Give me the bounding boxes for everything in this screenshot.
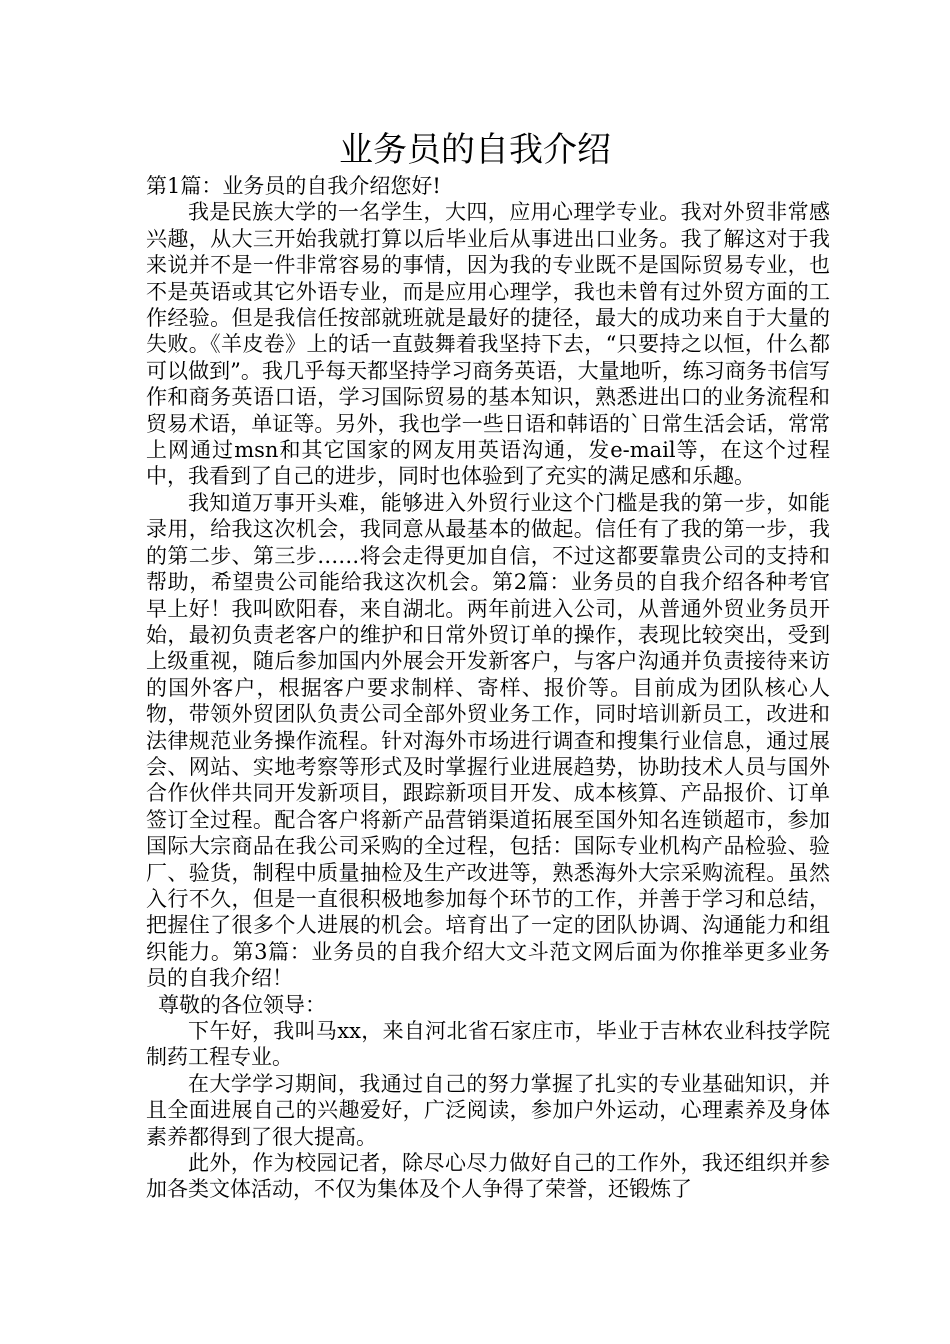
paragraph: 我是民族大学的一名学生，大四，应用心理学专业。我对外贸非常感兴趣，从大三开始我就打算以后毕业后从事进出口业务。我了解这对于我来说并不是一件非常容易的事情，因为我的专业既不是国际贸易专业，也不是英语或其它外语专业，而是应用心理学，我也未曾有过外贸方面的工作经验。但是我信任按部就班就是最好的捷径，最大的成功来自于大量的失败。《羊皮卷》上的话一直鼓舞着我坚持下去，“只要持之以恒，什么都可以做到”。我几乎每天都坚持学习商务英语，大量地听，练习商务书信写作和商务英语口语，学习国际贸易的基本知识，熟悉进出口的业务流程和贸易术语，单证等。另外，我也学一些日语和韩语的`日常生活会话，常常上网通过msn和其它国家的网友用英语沟通，发e-mail等，在这个过程中，我看到了自己的进步，同时也体验到了充实的满足感和乐趣。 bbox=[146, 200, 830, 489]
document-body bbox=[146, 173, 830, 1203]
paragraph: 我知道万事开头难，能够进入外贸行业这个门槛是我的第一步，如能录用，给我这次机会，我同意从最基本的做起。信任有了我的第一步，我的第二步、第三步……将会走得更加自信，不过这都要靠贵公司的支持和帮助，希望贵公司能给我这次机会。第2篇：业务员的自我介绍各种考官早上好！我叫欧阳春，来自湖北。两年前进入公司，从普通外贸业务员开始，最初负责老客户的维护和日常外贸订单的操作，表现比较突出，受到上级重视，随后参加国内外展会开发新客户，与客户沟通并负责接待来访的国外客户，根据客户要求制样、寄样、报价等。目前成为团队核心人物，带领外贸团队负责公司全部外贸业务工作，同时培训新员工，改进和法律规范业务操作流程。针对海外市场进行调查和搜集行业信息，通过展会、网站、实地考察等形式及时掌握行业进展趋势，协助技术人员与国外合作伙伴共同开发新项目，跟踪新项目开发、成本核算、产品报价、订单签订全过程。配合客户将新产品营销渠道拓展至国外知名连锁超市，参加国际大宗商品在我公司采购的全过程，包括：国际专业机构产品检验、验厂、验货，制程中质量抽检及生产改进等，熟悉海外大宗采购流程。虽然入行不久，但是一直很积极地参加每个环节的工作，并善于学习和总结，把握住了很多个人进展的机会。培育出了一定的团队协调、沟通能力和组织能力。第3篇：业务员的自我介绍大文斗范文网后面为你推举更多业务员的自我介绍！ bbox=[146, 490, 830, 991]
paragraph: 在大学学习期间，我通过自己的努力掌握了扎实的专业基础知识，并且全面进展自己的兴趣爱好，广泛阅读，参加户外运动，心理素养及身体素养都得到了很大提高。 bbox=[146, 1071, 830, 1149]
document-title: 业务员的自我介绍 bbox=[339, 130, 611, 170]
section-heading-1: 第1篇：业务员的自我介绍您好! bbox=[146, 174, 441, 198]
paragraph: 此外，作为校园记者，除尽心尽力做好自己的工作外，我还组织并参加各类文体活动，不仅为集体及个人争得了荣誉，还锻炼了 bbox=[146, 1151, 830, 1202]
salutation: 尊敬的各位领导： bbox=[158, 992, 326, 1017]
paragraph: 下午好，我叫马xx，来自河北省石家庄市，毕业于吉林农业科技学院制药工程专业。 bbox=[146, 1019, 830, 1070]
